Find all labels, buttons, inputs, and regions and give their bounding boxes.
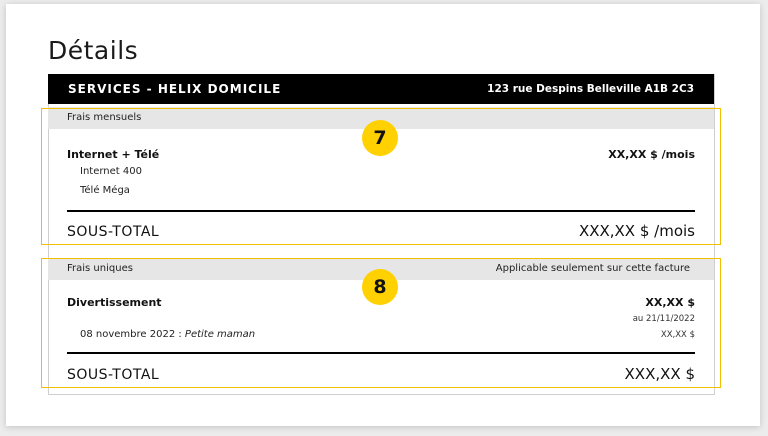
monthly-item-title: Internet + Télé (67, 148, 160, 161)
onetime-item-title: Divertissement (67, 296, 162, 309)
onetime-band-note: Applicable seulement sur cette facture (495, 263, 690, 274)
onetime-item-date: au 21/11/2022 (632, 314, 695, 324)
callout-badge-8: 8 (362, 269, 398, 305)
onetime-subtotal-label: SOUS-TOTAL (67, 367, 160, 383)
onetime-item-price: XX,XX $ (645, 296, 695, 309)
onetime-subtotal-value: XXX,XX $ (624, 365, 695, 383)
monthly-subtotal-label: SOUS-TOTAL (67, 224, 160, 240)
onetime-band-label: Frais uniques (67, 263, 133, 274)
service-address: 123 rue Despins Belleville A1B 2C3 (487, 83, 694, 95)
service-header (48, 74, 714, 104)
monthly-line-internet: Internet 400 (80, 166, 142, 177)
onetime-line-price: XX,XX $ (660, 330, 695, 340)
monthly-item-price: XX,XX $ /mois (608, 148, 695, 161)
onetime-line-date: 08 novembre 2022 : (80, 329, 185, 340)
onetime-line-title: Petite maman (184, 329, 256, 340)
page-title: Détails (48, 36, 139, 65)
service-name: SERVICES - HELIX DOMICILE (68, 82, 282, 96)
monthly-band-label: Frais mensuels (67, 112, 142, 123)
callout-badge-7: 7 (362, 120, 398, 156)
monthly-line-tele: Télé Méga (80, 185, 130, 196)
monthly-subtotal-value: XXX,XX $ /mois (578, 222, 695, 240)
